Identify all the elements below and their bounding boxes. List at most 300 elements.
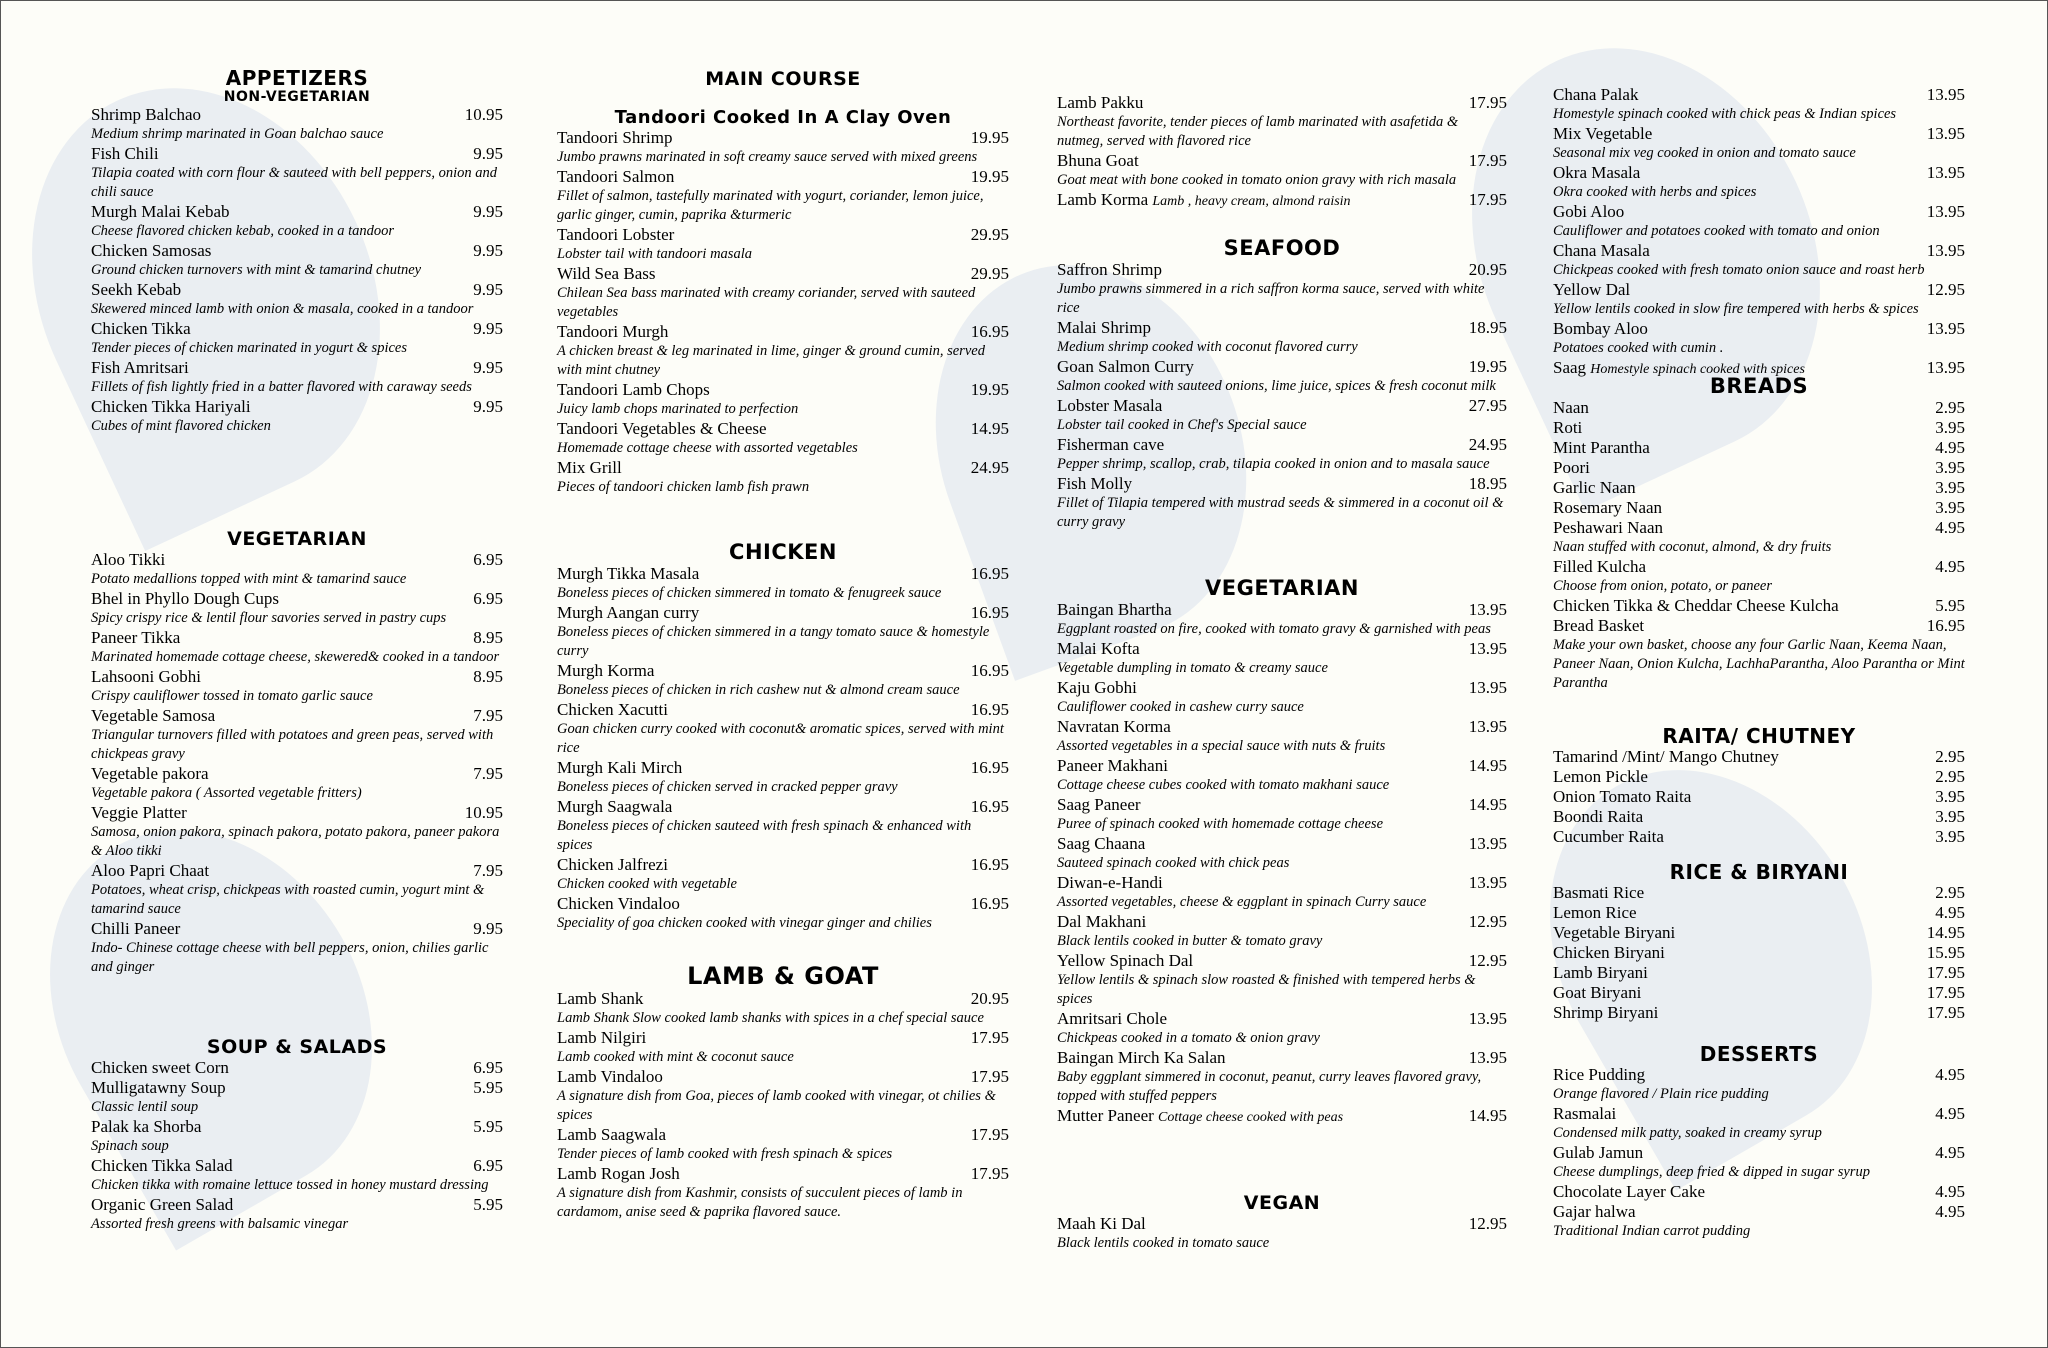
item-name-line: [1553, 280, 1630, 300]
menu-item: [91, 241, 503, 261]
item-name: Seekh Kebab: [91, 280, 182, 299]
menu-item: [1553, 923, 1965, 943]
item-price: 16.95: [970, 855, 1009, 874]
item-description: A chicken breast & leg marinated in lime, ginger & ground cumin, served with mint chutney: [557, 343, 985, 378]
item-description: Homemade cottage cheese with assorted vegetables: [557, 440, 858, 456]
item-name-line: [1553, 1104, 1616, 1124]
menu-section-breads: [1553, 375, 1965, 693]
item-description: Seasonal mix veg cooked in onion and tomato sauce: [1553, 145, 1856, 161]
section-heading: CHICKEN: [729, 540, 837, 564]
item-name: Lamb Vindaloo: [557, 1067, 663, 1086]
item-name: Malai Kofta: [1057, 639, 1140, 658]
item-name: Fish Amritsari: [91, 358, 189, 377]
menu-item: [1553, 963, 1965, 983]
item-description: Traditional Indian carrot pudding: [1553, 1223, 1751, 1239]
item-price: 17.95: [1926, 963, 1965, 982]
item-description: Tender pieces of chicken marinated in yogurt & spices: [91, 340, 407, 356]
item-name: Fish Chili: [91, 144, 159, 163]
item-description: Jumbo prawns simmered in a rich saffron korma sauce, served with white rice: [1057, 281, 1485, 316]
item-price: 9.95: [473, 144, 503, 163]
item-name-line: [91, 1195, 233, 1215]
item-price: 13.95: [1926, 358, 1965, 377]
item-description: Sauteed spinach cooked with chick peas: [1057, 855, 1290, 871]
menu-item: [1057, 912, 1507, 932]
item-description: Boneless pieces of chicken sauteed with fresh spinach & enhanced with spices: [557, 818, 972, 853]
item-price: 9.95: [473, 919, 503, 938]
item-name-line: [1553, 807, 1643, 827]
menu-item: [1057, 873, 1507, 893]
item-description: Puree of spinach cooked with homemade cottage cheese: [1057, 816, 1384, 832]
item-price: 13.95: [1926, 241, 1965, 260]
menu-item: [557, 380, 1009, 400]
item-description: Tilapia coated with corn flour & sauteed with bell peppers, onion and chili sauce: [91, 165, 497, 200]
item-description: Boneless pieces of chicken simmered in tomato & fenugreek sauce: [557, 585, 942, 601]
item-name: Poori: [1553, 458, 1590, 477]
item-name-line: [1553, 124, 1652, 144]
section-heading: VEGAN: [1243, 1192, 1321, 1214]
item-price: 8.95: [473, 667, 503, 686]
item-name: Onion Tomato Raita: [1553, 787, 1692, 806]
item-price: 20.95: [1468, 260, 1507, 279]
item-description: Boneless pieces of chicken simmered in a tangy tomato sauce & homestyle curry: [557, 624, 990, 659]
item-name-line: [557, 167, 674, 187]
menu-item: [1553, 1065, 1965, 1085]
item-price: 16.95: [970, 700, 1009, 719]
menu-item: [557, 264, 1009, 284]
item-name: Tandoori Shrimp: [557, 128, 673, 147]
item-name-line: [1553, 418, 1582, 438]
menu-item: [557, 564, 1009, 584]
item-name-line: [91, 358, 189, 378]
item-name-line: [1553, 458, 1590, 478]
item-name: Bhel in Phyllo Dough Cups: [91, 589, 279, 608]
menu-item: [1553, 498, 1965, 518]
item-price: 12.95: [1468, 951, 1507, 970]
item-description: Crispy cauliflower tossed in tomato garlic sauce: [91, 688, 373, 704]
item-name-line: [1057, 717, 1171, 737]
item-name-line: [1057, 151, 1139, 171]
item-name-line: [1553, 163, 1640, 183]
item-name-line: [1553, 498, 1662, 518]
menu-item: [557, 855, 1009, 875]
item-price: 9.95: [473, 202, 503, 221]
item-name: Gulab Jamun: [1553, 1143, 1644, 1162]
item-price: 13.95: [1468, 1048, 1507, 1067]
item-name-line: [557, 264, 655, 284]
item-price: 24.95: [970, 458, 1009, 477]
item-name: Shrimp Biryani: [1553, 1003, 1659, 1022]
menu-item: [1553, 616, 1965, 636]
item-name-line: [1553, 943, 1665, 963]
item-name: Tandoori Lamb Chops: [557, 380, 710, 399]
menu-item: [1057, 756, 1507, 776]
item-price: 3.95: [1935, 807, 1965, 826]
menu-item: [1553, 1143, 1965, 1163]
item-description: Chickpeas cooked with fresh tomato onion sauce and roast herb: [1553, 262, 1925, 278]
item-name-line: [1057, 357, 1194, 377]
item-name: Aloo Tikki: [91, 550, 166, 569]
item-name: Lemon Rice: [1553, 903, 1637, 922]
item-name-line: [1553, 1182, 1705, 1202]
item-price: 3.95: [1935, 418, 1965, 437]
menu-item: [91, 1058, 503, 1078]
item-name: Tandoori Murgh: [557, 322, 669, 341]
menu-item: [1553, 124, 1965, 144]
section-heading: RAITA/ CHUTNEY: [1662, 724, 1856, 748]
item-description: Chicken cooked with vegetable: [557, 876, 737, 892]
item-description: Naan stuffed with coconut, almond, & dry fruits: [1553, 539, 1832, 555]
item-price: 13.95: [1926, 85, 1965, 104]
item-price: 6.95: [473, 1156, 503, 1175]
item-name-line: [1057, 678, 1137, 698]
item-name-line: [91, 1058, 229, 1078]
menu-item: [1553, 903, 1965, 923]
item-description: Vegetable pakora ( Assorted vegetable fritters): [91, 785, 362, 801]
item-description: Black lentils cooked in tomato sauce: [1057, 1235, 1270, 1251]
menu-item: [557, 128, 1009, 148]
item-name: Rosemary Naan: [1553, 498, 1663, 517]
item-price: 12.95: [1468, 912, 1507, 931]
item-price: 17.95: [1926, 1003, 1965, 1022]
item-name-line: [1553, 241, 1650, 261]
item-name: Maah Ki Dal: [1057, 1214, 1146, 1233]
menu-section-continued: [1057, 93, 1507, 212]
item-name-line: [91, 1156, 233, 1176]
item-name-line: [557, 1028, 646, 1048]
item-name-line: [1057, 396, 1162, 416]
item-name: Lamb Rogan Josh: [557, 1164, 680, 1183]
item-name-line: [1553, 202, 1624, 222]
item-name-line: [1553, 478, 1636, 498]
item-name: Chicken Jalfrezi: [557, 855, 668, 874]
item-price: 17.95: [970, 1028, 1009, 1047]
item-price: 5.95: [473, 1078, 503, 1097]
item-price: 3.95: [1935, 787, 1965, 806]
item-name: Mulligatawny Soup: [91, 1078, 226, 1097]
item-description: Skewered minced lamb with onion & masala, cooked in a tandoor: [91, 301, 474, 317]
item-name: Aloo Papri Chaat: [91, 861, 210, 880]
item-description: Goat meat with bone cooked in tomato onion gravy with rich masala: [1057, 172, 1457, 188]
item-name: Tandoori Salmon: [557, 167, 675, 186]
menu-item: [91, 1078, 503, 1098]
menu-item: [1057, 717, 1507, 737]
item-name-line: [557, 458, 622, 478]
item-price: 4.95: [1935, 438, 1965, 457]
item-price: 16.95: [970, 661, 1009, 680]
item-name-line: [557, 894, 680, 914]
menu-item: [557, 458, 1009, 478]
item-name-line: [1057, 912, 1146, 932]
item-description: Cheese flavored chicken kebab, cooked in a tandoor: [91, 223, 395, 239]
item-price: 5.95: [473, 1117, 503, 1136]
item-description: Assorted fresh greens with balsamic vinegar: [91, 1216, 349, 1232]
item-name: Roti: [1553, 418, 1583, 437]
menu-item: [1553, 241, 1965, 261]
item-name-line: [557, 603, 699, 623]
menu-item: [557, 167, 1009, 187]
item-price: 29.95: [970, 264, 1009, 283]
item-price: 2.95: [1935, 883, 1965, 902]
item-name: Organic Green Salad: [91, 1195, 234, 1214]
menu-item: [1057, 151, 1507, 171]
item-price: 10.95: [464, 105, 503, 124]
item-name: Boondi Raita: [1553, 807, 1644, 826]
menu-item: [1057, 474, 1507, 494]
item-name: Kaju Gobhi: [1057, 678, 1137, 697]
menu-item: [557, 989, 1009, 1009]
item-price: 17.95: [1468, 151, 1507, 170]
item-name: Goat Biryani: [1553, 983, 1642, 1002]
item-description: Homestyle spinach cooked with chick peas & Indian spices: [1553, 106, 1897, 122]
item-price: 16.95: [970, 894, 1009, 913]
menu-section-vegetarian: [1057, 577, 1507, 1128]
item-price: 4.95: [1935, 903, 1965, 922]
item-description: Spicy crispy rice & lentil flour savories served in pastry cups: [91, 610, 447, 626]
item-price: 14.95: [970, 419, 1009, 438]
item-name: Cucumber Raita: [1553, 827, 1664, 846]
item-name: Chicken sweet Corn: [91, 1058, 229, 1077]
item-name: Mix Vegetable: [1553, 124, 1653, 143]
item-price: 13.95: [1468, 639, 1507, 658]
item-name-line: [1057, 93, 1143, 113]
item-description: Cottage cheese cubes cooked with tomato makhani sauce: [1057, 777, 1390, 793]
menu-item: [1057, 600, 1507, 620]
item-price: 18.95: [1468, 318, 1507, 337]
item-name-line: [91, 550, 165, 570]
menu-item: [91, 764, 503, 784]
item-description: Yellow lentils cooked in slow fire tempered with herbs & spices: [1553, 301, 1919, 317]
menu-item: [1553, 280, 1965, 300]
item-name-line: [1553, 518, 1663, 538]
item-name: Chicken Samosas: [91, 241, 212, 260]
item-price: 5.95: [473, 1195, 503, 1214]
item-name-line: [1553, 1143, 1643, 1163]
item-name: Palak ka Shorba: [91, 1117, 202, 1136]
item-name-line: [91, 397, 251, 417]
item-price: 16.95: [970, 564, 1009, 583]
item-description: Black lentils cooked in butter & tomato gravy: [1057, 933, 1323, 949]
menu-section-main-course: [557, 69, 1009, 497]
item-name-line: [1057, 474, 1132, 494]
item-name-line: [1553, 1202, 1636, 1222]
item-price: 13.95: [1926, 124, 1965, 143]
item-name: Mix Grill: [557, 458, 622, 477]
menu-item: [557, 758, 1009, 778]
menu-item: [1553, 458, 1965, 478]
menu-item: [1057, 834, 1507, 854]
item-price: 2.95: [1935, 767, 1965, 786]
item-name-line: [1057, 190, 1351, 212]
menu-item: [1057, 795, 1507, 815]
item-price: 4.95: [1935, 557, 1965, 576]
item-name-line: [1057, 435, 1164, 455]
item-name-line: [91, 105, 201, 125]
item-price: 12.95: [1926, 280, 1965, 299]
item-description: Pepper shrimp, scallop, crab, tilapia cooked in onion and to masala sauce: [1057, 456, 1490, 472]
menu-item: [1553, 557, 1965, 577]
item-name-line: [91, 280, 181, 300]
item-name-line: [557, 225, 674, 245]
item-name: Lamb Shank: [557, 989, 644, 1008]
item-name: Gobi Aloo: [1553, 202, 1625, 221]
item-price: 14.95: [1468, 1106, 1507, 1125]
item-name-line: [1057, 951, 1193, 971]
menu-item: [557, 894, 1009, 914]
item-price: 16.95: [970, 797, 1009, 816]
menu-item: [1057, 435, 1507, 455]
item-name-line: [557, 564, 699, 584]
item-name: Mutter Paneer: [1057, 1106, 1154, 1125]
item-name-line: [1057, 1048, 1226, 1068]
menu-item: [557, 661, 1009, 681]
menu-section-desserts: [1553, 1043, 1965, 1241]
item-description: Samosa, onion pakora, spinach pakora, potato pakora, paneer pakora & Aloo tikki: [91, 824, 500, 859]
item-name-line: [557, 989, 643, 1009]
item-name: Fish Molly: [1057, 474, 1133, 493]
item-description: Chicken tikka with romaine lettuce tossed in honey mustard dressing: [91, 1177, 489, 1193]
menu-item: [557, 322, 1009, 342]
item-price: 9.95: [473, 358, 503, 377]
menu-item: [1057, 1214, 1507, 1234]
menu-item: [1553, 163, 1965, 183]
item-description: Lobster tail with tandoori masala: [557, 246, 752, 262]
item-name: Tandoori Vegetables & Cheese: [557, 419, 767, 438]
item-name-line: [557, 380, 710, 400]
item-name-line: [1553, 963, 1648, 983]
item-description: Pieces of tandoori chicken lamb fish prawn: [557, 479, 810, 495]
item-price: 6.95: [473, 1058, 503, 1077]
item-description: Ground chicken turnovers with mint & tamarind chutney: [91, 262, 422, 278]
item-name: Goan Salmon Curry: [1057, 357, 1194, 376]
item-price: 13.95: [1468, 678, 1507, 697]
item-price: 17.95: [1926, 983, 1965, 1002]
menu-item: [1553, 807, 1965, 827]
item-name-line: [1553, 983, 1641, 1003]
item-name: Wild Sea Bass: [557, 264, 656, 283]
item-name: Lamb Pakku: [1057, 93, 1144, 112]
item-name-line: [557, 661, 654, 681]
menu-item: [557, 797, 1009, 817]
menu-item: [91, 202, 503, 222]
item-description: Condensed milk patty, soaked in creamy syrup: [1553, 1125, 1822, 1141]
menu-item: [1553, 478, 1965, 498]
item-description: Eggplant roasted on fire, cooked with tomato gravy & garnished with peas: [1057, 621, 1491, 637]
item-name: Bread Basket: [1553, 616, 1645, 635]
menu-item: [1057, 190, 1507, 212]
menu-section-appetizers: [91, 67, 503, 436]
item-name: Filled Kulcha: [1553, 557, 1647, 576]
menu-item: [1553, 596, 1965, 616]
item-name: Rasmalai: [1553, 1104, 1617, 1123]
menu-item: [1553, 518, 1965, 538]
item-name: Basmati Rice: [1553, 883, 1645, 902]
menu-item: [1553, 787, 1965, 807]
item-price: 17.95: [970, 1164, 1009, 1183]
menu-item: [91, 667, 503, 687]
item-name: Baingan Mirch Ka Salan: [1057, 1048, 1226, 1067]
menu-item: [1057, 260, 1507, 280]
item-price: 8.95: [473, 628, 503, 647]
item-description: Indo- Chinese cottage cheese with bell peppers, onion, chilies garlic and ginger: [91, 940, 489, 975]
item-description: Boneless pieces of chicken served in cracked pepper gravy: [557, 779, 898, 795]
menu-item: [1553, 398, 1965, 418]
item-price: 13.95: [1468, 873, 1507, 892]
item-description: Medium shrimp marinated in Goan balchao sauce: [91, 126, 384, 142]
menu-item: [1057, 318, 1507, 338]
menu-item: [91, 803, 503, 823]
item-description: Fillet of Tilapia tempered with mustrad seeds & simmered in a coconut oil & curry gravy: [1057, 495, 1504, 530]
menu-item: [1057, 93, 1507, 113]
item-name-line: [1553, 1003, 1658, 1023]
item-name-line: [1553, 398, 1589, 418]
menu-item: [91, 1156, 503, 1176]
item-price: 14.95: [1468, 756, 1507, 775]
item-name-line: [1057, 600, 1172, 620]
item-name: Chana Palak: [1553, 85, 1639, 104]
item-name-line: [91, 706, 215, 726]
item-description: Assorted vegetables in a special sauce with nuts & fruits: [1057, 738, 1386, 754]
item-name: Amritsari Chole: [1057, 1009, 1168, 1028]
item-name-line: [557, 700, 668, 720]
menu-item: [557, 419, 1009, 439]
item-name-line: [1553, 923, 1675, 943]
item-name-line: [91, 241, 211, 261]
item-description: Baby eggplant simmered in coconut, peanut, curry leaves flavored gravy, topped with stuffed peppers: [1057, 1069, 1482, 1104]
item-name: Bombay Aloo: [1553, 319, 1648, 338]
menu-item: [1553, 1003, 1965, 1023]
item-description: Potato medallions topped with mint & tamarind sauce: [91, 571, 407, 587]
item-name: Gajar halwa: [1553, 1202, 1636, 1221]
item-description: Fillet of salmon, tastefully marinated with yogurt, coriander, lemon juice, garlic ginger, cumin, paprika &turmeric: [557, 188, 984, 223]
item-description: Lobster tail cooked in Chef's Special sauce: [1057, 417, 1307, 433]
item-name-line: [1553, 616, 1644, 636]
item-price: 13.95: [1926, 319, 1965, 338]
item-name-line: [1057, 1214, 1146, 1234]
item-name: Murgh Tikka Masala: [557, 564, 700, 583]
item-description: Cottage cheese cooked with peas: [1158, 1110, 1344, 1125]
menu-item: [1057, 1106, 1507, 1128]
item-price: 7.95: [473, 861, 503, 880]
item-name: Yellow Dal: [1553, 280, 1631, 299]
section-heading: BREADS: [1709, 374, 1809, 398]
item-price: 16.95: [970, 322, 1009, 341]
item-price: 17.95: [970, 1067, 1009, 1086]
menu-item: [91, 589, 503, 609]
menu-item: [1057, 357, 1507, 377]
menu-item: [1057, 639, 1507, 659]
item-name-line: [1057, 318, 1151, 338]
item-name-line: [557, 322, 668, 342]
menu-item: [1553, 747, 1965, 767]
item-price: 13.95: [1468, 600, 1507, 619]
item-price: 4.95: [1935, 1104, 1965, 1123]
item-price: 5.95: [1935, 596, 1965, 615]
item-description: Tender pieces of lamb cooked with fresh spinach & spices: [557, 1146, 893, 1162]
item-name-line: [1553, 596, 1839, 616]
menu-item: [1553, 943, 1965, 963]
item-name: Yellow Spinach Dal: [1057, 951, 1194, 970]
item-description: Salmon cooked with sauteed onions, lime juice, spices & fresh coconut milk: [1057, 378, 1496, 394]
menu-item: [1553, 883, 1965, 903]
menu-item: [91, 706, 503, 726]
item-description: Fillets of fish lightly fried in a batter flavored with caraway seeds: [91, 379, 472, 395]
item-name: Veggie Platter: [91, 803, 187, 822]
item-name: Murgh Malai Kebab: [91, 202, 230, 221]
item-name-line: [91, 144, 159, 164]
item-price: 15.95: [1926, 943, 1965, 962]
item-name-line: [91, 319, 191, 339]
item-price: 19.95: [970, 167, 1009, 186]
